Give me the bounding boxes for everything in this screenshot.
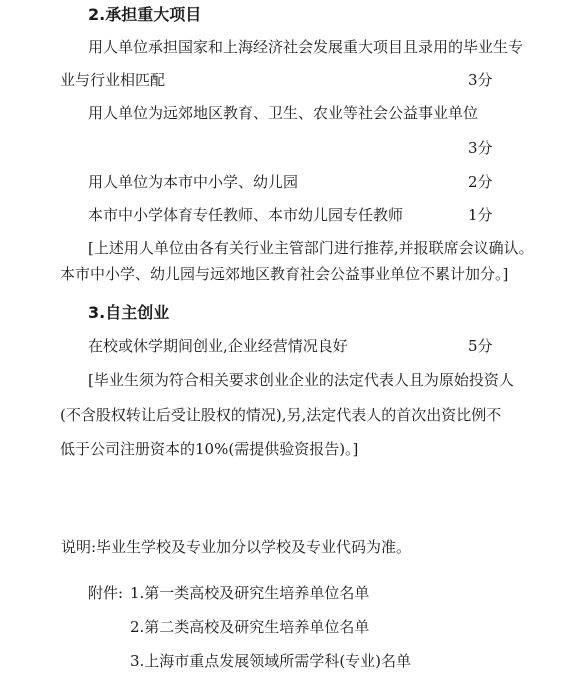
section-2-heading: 2.承担重大项目 xyxy=(88,5,202,24)
section-3-heading: 3.自主创业 xyxy=(88,303,170,322)
attachment-item-3: 3.上海市重点发展领域所需学科(专业)名单 xyxy=(130,652,412,670)
item-teachers: 本市中小学体育专任教师、本市幼儿园专任教师 xyxy=(88,206,404,224)
attachment-item-2: 2.第二类高校及研究生培养单位名单 xyxy=(130,618,370,636)
item-major-project-score: 3分 xyxy=(468,71,493,89)
item-teachers-score: 1分 xyxy=(468,206,493,224)
section-3-note-line1: [毕业生须为符合相关要求创业企业的法定代表人且为原始投资人 xyxy=(88,371,514,389)
explanation-text: 说明:毕业生学校及专业加分以学校及专业代码为准。 xyxy=(61,538,412,556)
item-school-kindergarten-score: 2分 xyxy=(468,173,493,191)
section-3-note-line2: (不含股权转让后受让股权的情况),另,法定代表人的首次出资比例不 xyxy=(60,406,502,424)
item-major-project-line1: 用人单位承担国家和上海经济社会发展重大项目且录用的毕业生专 xyxy=(88,38,524,56)
item-major-project-line2: 业与行业相匹配 xyxy=(60,71,166,89)
section-3-note-line3: 低于公司注册资本的10%(需提供验资报告)。] xyxy=(60,440,359,458)
item-suburban-public-score: 3分 xyxy=(468,139,493,157)
attachments-label: 附件: xyxy=(88,584,124,602)
item-entrepreneurship-score: 5分 xyxy=(468,337,493,355)
section-2-note-line1: [上述用人单位由各有关行业主管部门进行推荐,并报联席会议确认。 xyxy=(88,239,534,257)
item-school-kindergarten: 用人单位为本市中小学、幼儿园 xyxy=(88,173,299,191)
item-suburban-public-line1: 用人单位为远郊地区教育、卫生、农业等社会公益事业单位 xyxy=(88,104,479,122)
attachment-item-1: 1.第一类高校及研究生培养单位名单 xyxy=(130,584,370,602)
section-2-note-line2: 本市中小学、幼儿园与远郊地区教育社会公益事业单位不累计加分。] xyxy=(60,265,509,283)
item-entrepreneurship: 在校或休学期间创业,企业经营情况良好 xyxy=(88,337,348,355)
